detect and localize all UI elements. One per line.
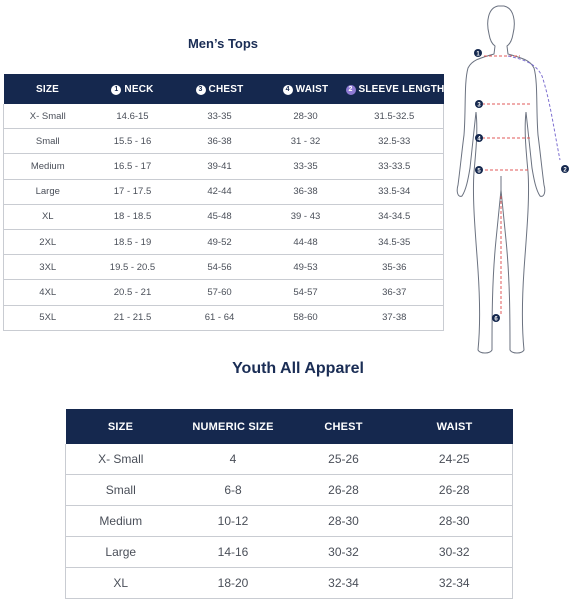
sleeve-cell: 35-36 xyxy=(346,255,444,280)
mens-header-waist: 4 WAIST xyxy=(266,74,346,104)
youth-apparel-title: Youth All Apparel xyxy=(232,360,364,377)
mens-header-neck: 1 NECK xyxy=(92,74,174,104)
size-cell: X- Small xyxy=(29,110,66,122)
size-cell: 2XL xyxy=(4,229,92,254)
neck-cell: 18 - 18.5 xyxy=(92,204,174,229)
size-cell: Small xyxy=(66,475,176,506)
sleeve-cell: 37-38 xyxy=(346,305,444,330)
waist-cell: 31 - 32 xyxy=(266,129,346,154)
chest-cell: 28-30 xyxy=(291,506,397,537)
neck-cell: 20.5 - 21 xyxy=(92,280,174,305)
waist-cell: 32-34 xyxy=(397,568,513,599)
neck-cell: 16.5 - 17 xyxy=(92,154,174,179)
youth-header-numeric-size: NUMERIC SIZE xyxy=(176,409,291,444)
sleeve-measure-line xyxy=(508,56,560,160)
waist-cell: 39 - 43 xyxy=(266,204,346,229)
sleeve-cell: 36-37 xyxy=(346,280,444,305)
youth-header-size: SIZE xyxy=(66,409,176,444)
size-cell: 5XL xyxy=(4,305,92,330)
neck-cell: 19.5 - 20.5 xyxy=(92,255,174,280)
mens-header-row xyxy=(4,74,444,104)
sleeve-cell: 34-34.5 xyxy=(346,204,444,229)
neck-cell: 18.5 - 19 xyxy=(92,229,174,254)
mens-row xyxy=(4,104,444,129)
sleeve-cell: 33.5-34 xyxy=(346,179,444,204)
svg-text:6: 6 xyxy=(494,316,498,323)
mens-row xyxy=(4,204,444,229)
chest-cell: 25-26 xyxy=(328,452,359,466)
chest-cell: 26-28 xyxy=(291,475,397,506)
marker-6-icon xyxy=(492,314,500,323)
waist-cell: 26-28 xyxy=(397,475,513,506)
neck-cell: 15.5 - 16 xyxy=(92,129,174,154)
svg-text:1: 1 xyxy=(476,51,480,58)
youth-row xyxy=(66,506,513,537)
marker-4-icon: 4 xyxy=(283,85,293,95)
chest-cell: 45-48 xyxy=(174,204,266,229)
svg-text:3: 3 xyxy=(477,102,481,109)
numeric-size-cell: 6-8 xyxy=(176,475,291,506)
chest-cell: 39-41 xyxy=(174,154,266,179)
waist-cell: 28-30 xyxy=(293,110,318,122)
youth-row xyxy=(66,444,513,475)
chest-cell: 42-44 xyxy=(174,179,266,204)
mens-row xyxy=(4,255,444,280)
waist-cell: 28-30 xyxy=(397,506,513,537)
youth-header-waist: WAIST xyxy=(397,409,513,444)
size-cell: X- Small xyxy=(98,452,144,466)
size-cell: Medium xyxy=(66,506,176,537)
waist-cell: 54-57 xyxy=(266,280,346,305)
sleeve-cell: 33-33.5 xyxy=(346,154,444,179)
neck-cell: 17 - 17.5 xyxy=(92,179,174,204)
waist-cell: 44-48 xyxy=(266,229,346,254)
numeric-size-cell: 10-12 xyxy=(176,506,291,537)
marker-3-icon xyxy=(475,100,483,109)
size-cell: XL xyxy=(4,204,92,229)
sleeve-cell: 34.5-35 xyxy=(346,229,444,254)
marker-1-icon: 1 xyxy=(111,85,121,95)
marker-2-icon: 2 xyxy=(346,85,356,95)
neck-cell: 21 - 21.5 xyxy=(92,305,174,330)
size-cell: Medium xyxy=(4,154,92,179)
marker-2-icon xyxy=(561,165,569,174)
waist-cell: 30-32 xyxy=(397,537,513,568)
size-cell: Large xyxy=(66,537,176,568)
mens-header-size: SIZE xyxy=(4,74,92,104)
youth-row xyxy=(66,475,513,506)
mens-row xyxy=(4,229,444,254)
size-cell: 3XL xyxy=(4,255,92,280)
chest-cell: 57-60 xyxy=(174,280,266,305)
mens-size-table xyxy=(3,74,444,331)
chest-cell: 61 - 64 xyxy=(174,305,266,330)
youth-header-row xyxy=(66,409,513,444)
waist-cell: 33-35 xyxy=(266,154,346,179)
marker-1-icon xyxy=(474,49,482,58)
size-cell: XL xyxy=(66,568,176,599)
mens-tops-title: Men’s Tops xyxy=(187,36,259,51)
sleeve-cell: 31.5-32.5 xyxy=(374,110,415,122)
svg-text:4: 4 xyxy=(477,136,481,143)
chest-cell: 32-34 xyxy=(291,568,397,599)
waist-cell: 58-60 xyxy=(266,305,346,330)
mens-row xyxy=(4,154,444,179)
chest-cell: 30-32 xyxy=(291,537,397,568)
youth-size-table xyxy=(65,409,513,599)
marker-5-icon xyxy=(475,166,483,175)
mens-row xyxy=(4,280,444,305)
marker-3-icon: 3 xyxy=(196,85,206,95)
chest-cell: 36-38 xyxy=(174,129,266,154)
mens-header-sleeve-length: 2 SLEEVE LENGTH xyxy=(346,74,444,104)
numeric-size-cell: 18-20 xyxy=(176,568,291,599)
size-cell: 4XL xyxy=(4,280,92,305)
mens-header-chest: 3 CHEST xyxy=(174,74,266,104)
size-cell: Small xyxy=(4,129,92,154)
youth-header-chest: CHEST xyxy=(291,409,397,444)
numeric-size-cell: 4 xyxy=(229,452,237,466)
mens-row xyxy=(4,305,444,330)
mens-row xyxy=(4,129,444,154)
body-measurement-diagram xyxy=(446,0,574,360)
waist-cell: 49-53 xyxy=(266,255,346,280)
chest-cell: 33-35 xyxy=(207,110,232,122)
youth-row xyxy=(66,568,513,599)
svg-text:2: 2 xyxy=(563,167,567,174)
chest-cell: 49-52 xyxy=(174,229,266,254)
youth-row xyxy=(66,537,513,568)
size-cell: Large xyxy=(4,179,92,204)
numeric-size-cell: 14-16 xyxy=(176,537,291,568)
mens-row xyxy=(4,179,444,204)
waist-cell: 36-38 xyxy=(266,179,346,204)
neck-cell: 14.6-15 xyxy=(116,110,149,122)
chest-cell: 54-56 xyxy=(174,255,266,280)
sleeve-cell: 32.5-33 xyxy=(346,129,444,154)
svg-text:5: 5 xyxy=(477,168,481,175)
waist-cell: 24-25 xyxy=(438,452,470,466)
